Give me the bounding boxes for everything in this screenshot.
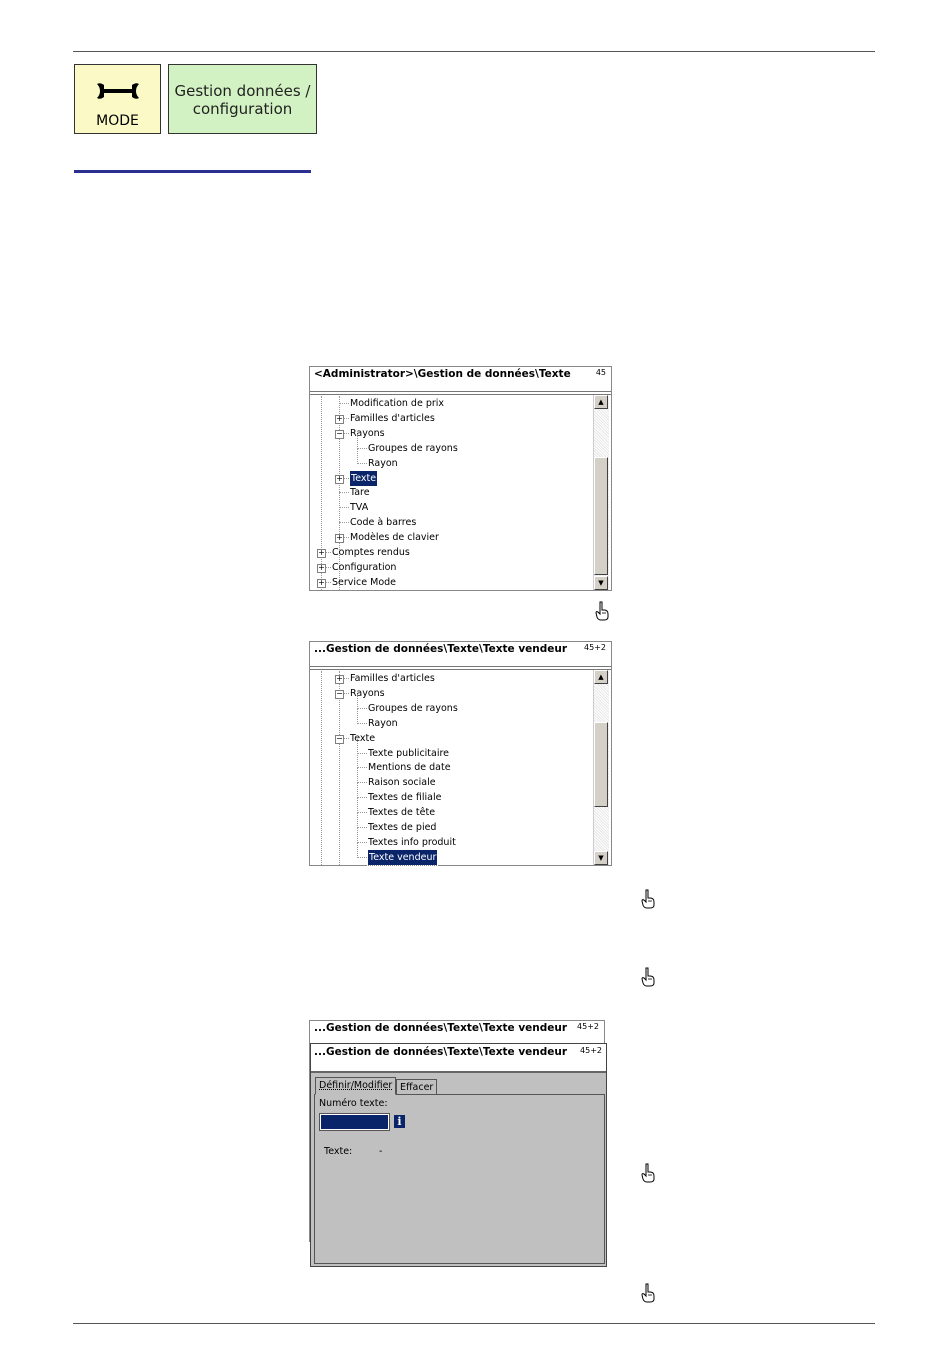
wrench-icon <box>95 81 141 101</box>
dialog-code: 45+2 <box>580 1046 602 1055</box>
tree-item[interactable] <box>310 731 590 746</box>
tree-connector <box>339 522 349 523</box>
collapse-icon[interactable]: − <box>336 428 343 438</box>
pointing-hand-icon <box>641 1283 655 1303</box>
tree-connector <box>357 857 367 858</box>
tree-connector <box>357 812 367 813</box>
title-separator <box>310 394 611 395</box>
info-icon[interactable]: i <box>394 1115 405 1128</box>
tree-item-label: Tare <box>350 487 370 499</box>
texte-value: - <box>379 1146 383 1157</box>
tree-item-label: Modèles de clavier <box>350 532 439 544</box>
tree-item-label: Configuration <box>332 561 397 573</box>
tree-item-label: Raison sociale <box>368 777 436 789</box>
pointing-hand-icon <box>641 967 655 987</box>
tree-guide-line <box>357 753 358 768</box>
expand-icon[interactable]: + <box>336 533 343 543</box>
scroll-down-arrow-icon[interactable]: ▼ <box>594 851 608 865</box>
tree-item-label: Texte vendeur <box>369 851 437 863</box>
tab-definir-modifier[interactable] <box>315 1077 396 1095</box>
tree-connector <box>339 403 349 404</box>
tree-item[interactable] <box>310 411 590 426</box>
back-window <box>309 1020 605 1044</box>
mode-button[interactable] <box>74 64 161 134</box>
tree-item-label: Textes de pied <box>368 822 437 833</box>
tree-item-label: Groupes de rayons <box>368 702 458 714</box>
tree-item-label: Rayons <box>350 427 385 439</box>
tab-effacer[interactable] <box>396 1079 437 1094</box>
scroll-thumb[interactable] <box>594 457 608 575</box>
tree-item[interactable] <box>310 820 590 835</box>
expand-icon[interactable]: + <box>336 473 343 483</box>
back-window-code: 45+2 <box>577 1022 599 1031</box>
texte-label: Texte: <box>324 1146 353 1157</box>
window-code: 45 <box>595 368 606 377</box>
tree-item-label: Rayons <box>350 687 385 699</box>
tree-item[interactable] <box>310 545 590 560</box>
tree-item-label: Rayon <box>368 717 398 729</box>
tree-guide-line <box>357 709 358 724</box>
tree-item-label: Mentions de date <box>368 762 451 774</box>
tree-item-label: Comptes rendus <box>332 547 410 558</box>
tree-item-label: Groupes de rayons <box>368 442 458 454</box>
section-underline <box>74 170 311 173</box>
tree-guide-line <box>357 449 358 464</box>
pointing-hand-icon <box>641 1163 655 1183</box>
tree-connector <box>357 797 367 798</box>
tree-item-label: Service Mode <box>332 576 397 588</box>
tree-connector <box>357 463 367 464</box>
tree-connector <box>357 827 367 828</box>
numero-texte-input[interactable] <box>320 1114 389 1130</box>
tree-item[interactable] <box>310 530 590 545</box>
tree-connector <box>339 507 349 508</box>
tree-guide-line <box>357 768 358 783</box>
tree-item[interactable] <box>310 456 590 471</box>
tree-connector <box>357 448 367 449</box>
tree-item[interactable] <box>310 515 590 530</box>
vertical-scrollbar[interactable] <box>593 395 609 590</box>
scroll-down-arrow-icon[interactable]: ▼ <box>594 576 608 590</box>
tree-item-label: Textes info produit <box>368 836 456 848</box>
title-separator <box>310 391 611 392</box>
tree-guide-line <box>357 739 358 754</box>
expand-icon[interactable]: + <box>318 562 325 572</box>
vertical-scrollbar[interactable] <box>593 670 609 865</box>
tree-item[interactable] <box>310 760 590 775</box>
tree-item[interactable] <box>310 426 590 441</box>
dialog-titlebar <box>311 1044 606 1073</box>
tree-item[interactable] <box>310 716 590 731</box>
tree-connector <box>357 842 367 843</box>
tree-item-label: Familles d'articles <box>350 412 435 424</box>
tree-item-label: Texte <box>350 732 376 744</box>
tree-guide-line <box>357 828 358 843</box>
tab-effacer-label: Effacer <box>400 1082 434 1093</box>
tree-guide-line <box>357 434 358 449</box>
texte-vendeur-dialog <box>310 1043 607 1267</box>
back-window-title: ...Gestion de données\Texte\Texte vendeur <box>314 1022 568 1034</box>
gestion-donnees-label-line1: Gestion données / <box>174 82 311 100</box>
gestion-donnees-label <box>173 82 312 118</box>
dialog-title: ...Gestion de données\Texte\Texte vendeur <box>314 1046 568 1058</box>
expand-icon[interactable]: + <box>318 548 325 557</box>
scroll-up-arrow-icon[interactable]: ▲ <box>594 395 608 409</box>
tree-item[interactable] <box>310 560 590 575</box>
title-separator <box>310 666 611 667</box>
tree-item[interactable] <box>310 396 590 411</box>
tree-connector <box>357 753 367 754</box>
tree-item-label: Texte publicitaire <box>368 747 450 759</box>
tree-connector <box>357 767 367 768</box>
tree-window-texte-vendeur <box>309 641 612 866</box>
pointing-hand-icon <box>595 601 609 621</box>
tree-item[interactable] <box>310 775 590 790</box>
tree-item-label: Rayon <box>368 457 398 469</box>
window-title: ...Gestion de données\Texte\Texte vendeur <box>314 643 568 655</box>
tree-item[interactable] <box>310 575 590 590</box>
gestion-donnees-label-line2: configuration <box>192 100 293 118</box>
tree-item-label: Texte <box>351 472 377 484</box>
tree-window-texte <box>309 366 612 591</box>
tree-item-label: Textes de tête <box>368 807 436 819</box>
numero-texte-label: Numéro texte: <box>319 1098 388 1109</box>
expand-icon[interactable]: + <box>336 674 343 683</box>
tree-guide-line <box>357 694 358 709</box>
tree-item[interactable] <box>310 850 590 865</box>
tree-item-label: Familles d'articles <box>350 673 435 684</box>
window-code: 45+2 <box>584 643 606 652</box>
pointing-hand-icon <box>641 889 655 909</box>
mode-button-label: MODE <box>96 113 139 129</box>
tree-connector <box>357 723 367 724</box>
tree-item-label: Textes de filiale <box>368 792 442 804</box>
scroll-thumb[interactable] <box>594 722 608 807</box>
tree-connector <box>357 782 367 783</box>
scroll-up-arrow-icon[interactable]: ▲ <box>594 670 608 684</box>
title-separator <box>310 669 611 670</box>
tree-item[interactable] <box>310 790 590 805</box>
tree-item[interactable] <box>310 686 590 701</box>
expand-icon[interactable]: + <box>336 413 343 423</box>
tree-item-label: TVA <box>350 502 369 514</box>
tree-item[interactable] <box>310 805 590 820</box>
gestion-donnees-button[interactable] <box>168 64 317 134</box>
tree-item[interactable] <box>310 671 590 686</box>
expand-icon[interactable]: + <box>318 577 325 587</box>
tree-guide-line <box>357 783 358 798</box>
collapse-icon[interactable]: − <box>336 733 343 743</box>
window-title: <Administrator>\Gestion de données\Texte <box>314 368 571 380</box>
tree-item[interactable] <box>310 441 590 456</box>
tree-item-label: Modification de prix <box>350 398 445 409</box>
tree-item-label: Code à barres <box>350 517 417 529</box>
tree-guide-line <box>357 798 358 813</box>
tree-item[interactable] <box>310 746 590 761</box>
footer-rule <box>73 1323 875 1324</box>
tree-connector <box>357 708 367 709</box>
tree-connector <box>339 492 349 493</box>
tab-definir-modifier-label: Définir/Modifier <box>319 1080 393 1091</box>
tree-item[interactable] <box>310 471 590 486</box>
tree-guide-line <box>357 843 358 858</box>
tree-item[interactable] <box>310 835 590 850</box>
tree-item[interactable] <box>310 500 590 515</box>
tree-item[interactable] <box>310 485 590 500</box>
collapse-icon[interactable]: − <box>336 688 343 698</box>
tree-guide-line <box>357 813 358 828</box>
header-rule <box>73 51 875 52</box>
tree-item[interactable] <box>310 701 590 716</box>
